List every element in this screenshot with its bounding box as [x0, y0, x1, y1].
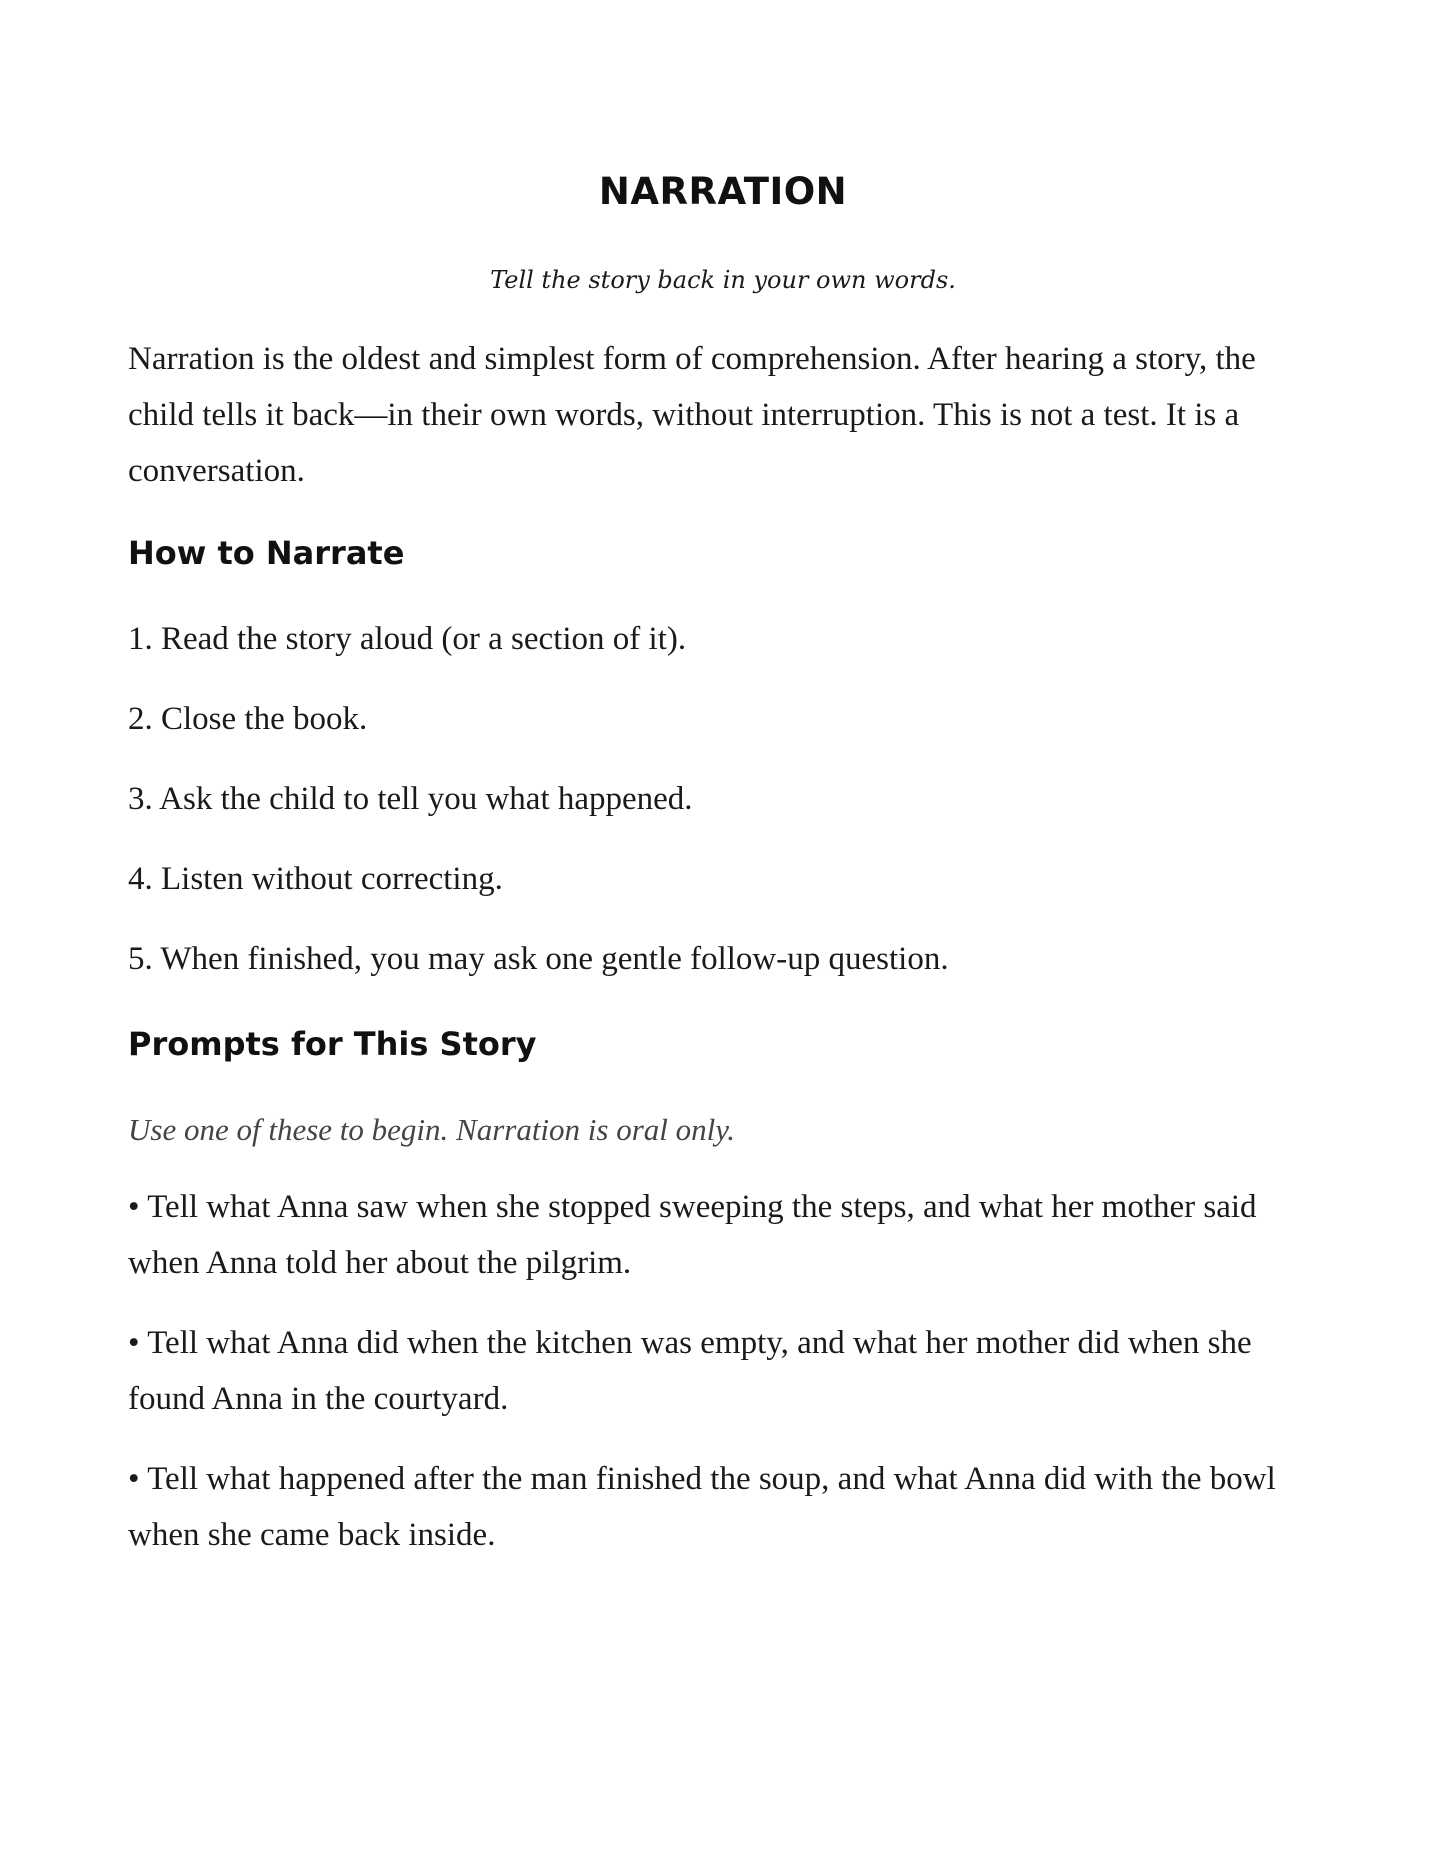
- prompt-item: • Tell what Anna saw when she stopped sweeping the steps, and what her mother said when Anna told her about the pilgrim.: [128, 1189, 1257, 1281]
- step-item: 1. Read the story aloud (or a section of it).: [128, 621, 687, 657]
- step-item: 5. When finished, you may ask one gentle follow-up question.: [128, 941, 949, 977]
- page-title: NARRATION: [598, 170, 848, 213]
- prompts-note: Use one of these to begin. Narration is oral only.: [128, 1112, 736, 1147]
- page-subtitle: Tell the story back in your own words.: [490, 266, 956, 294]
- step-item: 3. Ask the child to tell you what happened.: [128, 781, 693, 817]
- step-item: 2. Close the book.: [128, 701, 368, 737]
- prompts-heading: Prompts for This Story: [128, 1025, 537, 1063]
- step-item: 4. Listen without correcting.: [128, 861, 503, 897]
- document-page: [128, 0, 1318, 1870]
- prompt-item: • Tell what Anna did when the kitchen was empty, and what her mother did when she found Anna in the courtyard.: [128, 1325, 1252, 1417]
- how-to-heading: How to Narrate: [128, 534, 405, 572]
- prompt-item: • Tell what happened after the man finished the soup, and what Anna did with the bowl when she came back inside.: [128, 1461, 1276, 1553]
- intro-paragraph: Narration is the oldest and simplest form of comprehension. After hearing a story, the child tells it back—in their own words, without interruption. This is not a test. It is a conversation.: [128, 341, 1256, 489]
